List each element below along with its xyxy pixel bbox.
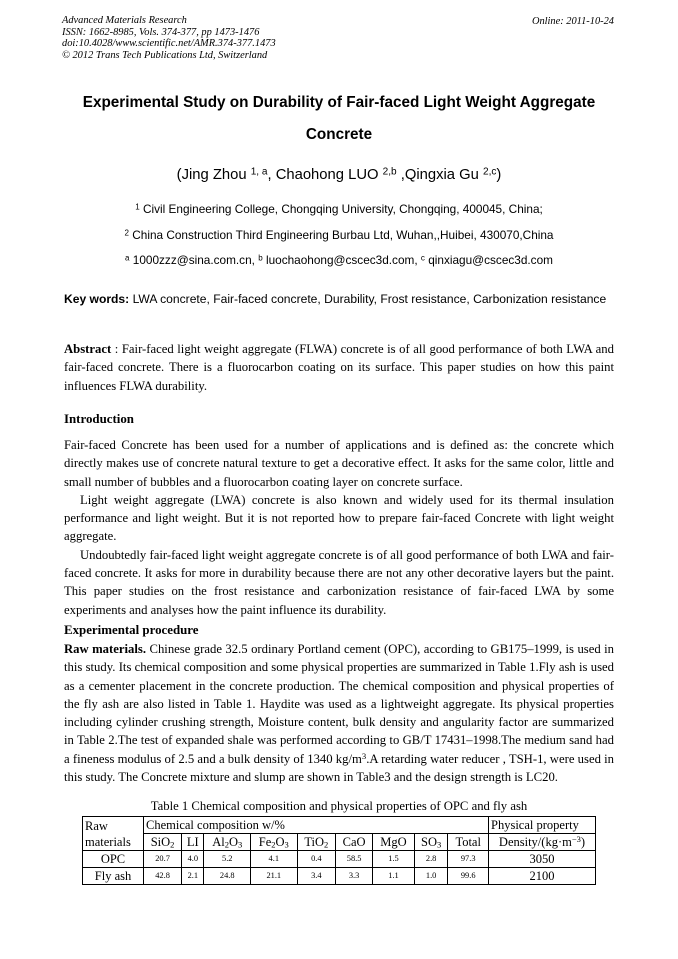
email-a-sup: a <box>125 253 130 263</box>
col-cao: CaO <box>336 834 373 851</box>
intro-p2: Light weight aggregate (LWA) concrete is also known and widely used for its thermal insulation performance and light weight. But it is not reported how to prepare fair-faced Concrete with light weight aggregate. <box>64 492 614 544</box>
author-1-sup: 1, a <box>250 166 268 178</box>
copyright: © 2012 Trans Tech Publications Ltd, Switzerland <box>62 49 268 61</box>
cell: 97.3 <box>448 851 489 868</box>
col-so3: $SO_3$ <box>414 834 448 851</box>
col-mgo: MgO <box>373 834 415 851</box>
col-fe2o3: $Fe_2O_3$ <box>251 834 298 851</box>
header-physical-property: Physical property <box>489 817 596 834</box>
abstract-label: Abstract <box>64 342 112 356</box>
email-line <box>0 253 678 267</box>
raw-materials-label: Raw materials. <box>64 642 147 656</box>
cell: 24.8 <box>204 868 251 885</box>
cell: 3.3 <box>336 868 373 885</box>
affil-1-num: 1 <box>135 202 140 212</box>
cell: 4.0 <box>182 851 204 868</box>
journal-name: Advanced Materials Research <box>62 15 187 26</box>
table-row <box>83 868 596 885</box>
issn: ISSN: 1662-8985, Vols. 374-377, pp 1473-1476 <box>62 26 260 38</box>
header-chem-composition: Chemical composition w/% <box>144 817 489 834</box>
cell: 58.5 <box>336 851 373 868</box>
table-row <box>83 851 596 868</box>
table-1 <box>82 816 596 885</box>
author-3: Qingxia Gu <box>404 167 479 183</box>
online-date: Online: 2011-10-24 <box>531 16 614 27</box>
cell: 3.4 <box>297 868 335 885</box>
affil-2-num: 2 <box>124 228 129 238</box>
row-name: OPC <box>83 851 144 868</box>
cell: 4.1 <box>251 851 298 868</box>
raw-text-a: Chinese grade 32.5 ordinary Portland cement (OPC), according to GB175–1999, is used in this study. Its chemical composition and some physical properties are summarized in Table 1.Fly ash is used as a cementer placement in the concrete production. The chemical composition and physical properties of the fly ash are also listed in Table 1. Haydite was used as a lightweight aggregate. Its physical properties including cylinder crushing strength, Moisture content, bulk density and angularity factor are summarized in Table 2.The test of expanded shale was performed according to GB/T 17431–1998.The medium sand had a fineness modulus of 2.5 and a bulk density of 1340 kg/m <box>64 642 615 766</box>
email-1: 1000zzz@sina.com.cn, <box>132 253 255 267</box>
affiliation-1 <box>0 202 678 216</box>
cell: 1.5 <box>373 851 415 868</box>
author-3-sup: 2,c <box>483 166 497 178</box>
keywords-text: LWA concrete, Fair-faced concrete, Durability, Frost resistance, Carbonization resistance <box>132 292 607 306</box>
row-name: Fly ash <box>83 868 144 885</box>
intro-p1: Fair-faced Concrete has been used for a number of applications and is defined as: the concrete which directly makes use of concrete natural texture to get a decorative effect. It asks for the same color, little and small number of bubbles and a fluorocarbon coating layer on concrete surface. <box>64 438 614 489</box>
intro-p3: Undoubtedly fair-faced light weight aggregate concrete is of all good performance of both LWA and fair-faced concrete. It asks for more in durability because there are not any other decorative layers but the paint. This paper studies on the frost resistance and carbonization resistance of fair-faced LWA by some experiments and analyses how the paint influence its durability. <box>64 547 614 617</box>
email-2: luochaohong@cscec3d.com, <box>265 253 418 267</box>
cell: 42.8 <box>144 868 182 885</box>
raw-text-sup: 3 <box>361 750 367 761</box>
table-header-row-2 <box>83 834 596 851</box>
affil-1-text: Civil Engineering College, Chongqing University, Chongqing, 400045, China; <box>142 202 543 216</box>
col-density: Density/$(kg\cdot m^{-3})$ <box>489 834 596 851</box>
table-header-row-1 <box>83 817 596 834</box>
keywords-label: Key words: <box>64 292 130 306</box>
intro-paragraphs <box>64 436 614 619</box>
abstract-block <box>64 340 614 395</box>
cell: 1.1 <box>373 868 415 885</box>
keywords-block <box>64 290 614 308</box>
cell: 21.1 <box>251 868 298 885</box>
author-2: Chaohong LUO <box>275 167 379 183</box>
affiliation-2 <box>0 228 678 242</box>
col-li: LI <box>182 834 204 851</box>
author-line: (Jing Zhou $^{1, a}$, Chaohong LUO $^{2,b}$ ,Qingxia Gu $^{2,c}$) <box>176 166 502 183</box>
header-raw-materials: Raw materials <box>83 817 144 851</box>
email-3: qinxiagu@cscec3d.com <box>428 253 553 267</box>
intro-heading: Introduction <box>64 412 134 426</box>
paper-title-line1: Experimental Study on Durability of Fair-faced Light Weight Aggregate <box>82 94 596 111</box>
table-caption: Table 1 Chemical composition and physical properties of OPC and fly ash <box>150 799 528 813</box>
cell: 5.2 <box>204 851 251 868</box>
col-al2o3: $Al_2O_3$ <box>204 834 251 851</box>
email-b-sup: b <box>258 253 263 263</box>
density-cell: 2100 <box>489 868 596 885</box>
email-c-sup: c <box>420 253 425 263</box>
author-2-sup: 2,b <box>382 166 397 178</box>
col-tio2: TiO$_2$ <box>297 834 335 851</box>
abstract-text: : Fair-faced light weight aggregate (FLWA) concrete is of all good performance of both LWA and fair-faced concrete. There is a fluorocarbon coating on its surface. This paper studies on how this paint influences FLWA durability. <box>64 342 614 393</box>
cell: 2.8 <box>414 851 448 868</box>
affil-2-text: China Construction Third Engineering Burbau Ltd, Wuhan,,Huibei, 430070,China <box>132 228 554 242</box>
exp-heading: Experimental procedure <box>64 623 199 637</box>
cell: 20.7 <box>144 851 182 868</box>
cell: 0.4 <box>297 851 335 868</box>
paper-title-line2: Concrete <box>305 126 373 143</box>
raw-text-b: .A retarding water reducer , TSH-1, were used in this study. The Concrete mixture and slump are shown in Table3 and the design strength is LC20. <box>64 751 615 785</box>
raw-materials-paragraph <box>64 640 614 786</box>
col-total: Total <box>448 834 489 851</box>
cell: 99.6 <box>448 868 489 885</box>
cell: 2.1 <box>182 868 204 885</box>
doi: doi:10.4028/www.scientific.net/AMR.374-377.1473 <box>62 38 276 49</box>
header-meta <box>62 15 276 61</box>
author-1: Jing Zhou <box>181 167 247 183</box>
col-sio2: SiO$_2$ <box>144 834 182 851</box>
density-cell: 3050 <box>489 851 596 868</box>
cell: 1.0 <box>414 868 448 885</box>
